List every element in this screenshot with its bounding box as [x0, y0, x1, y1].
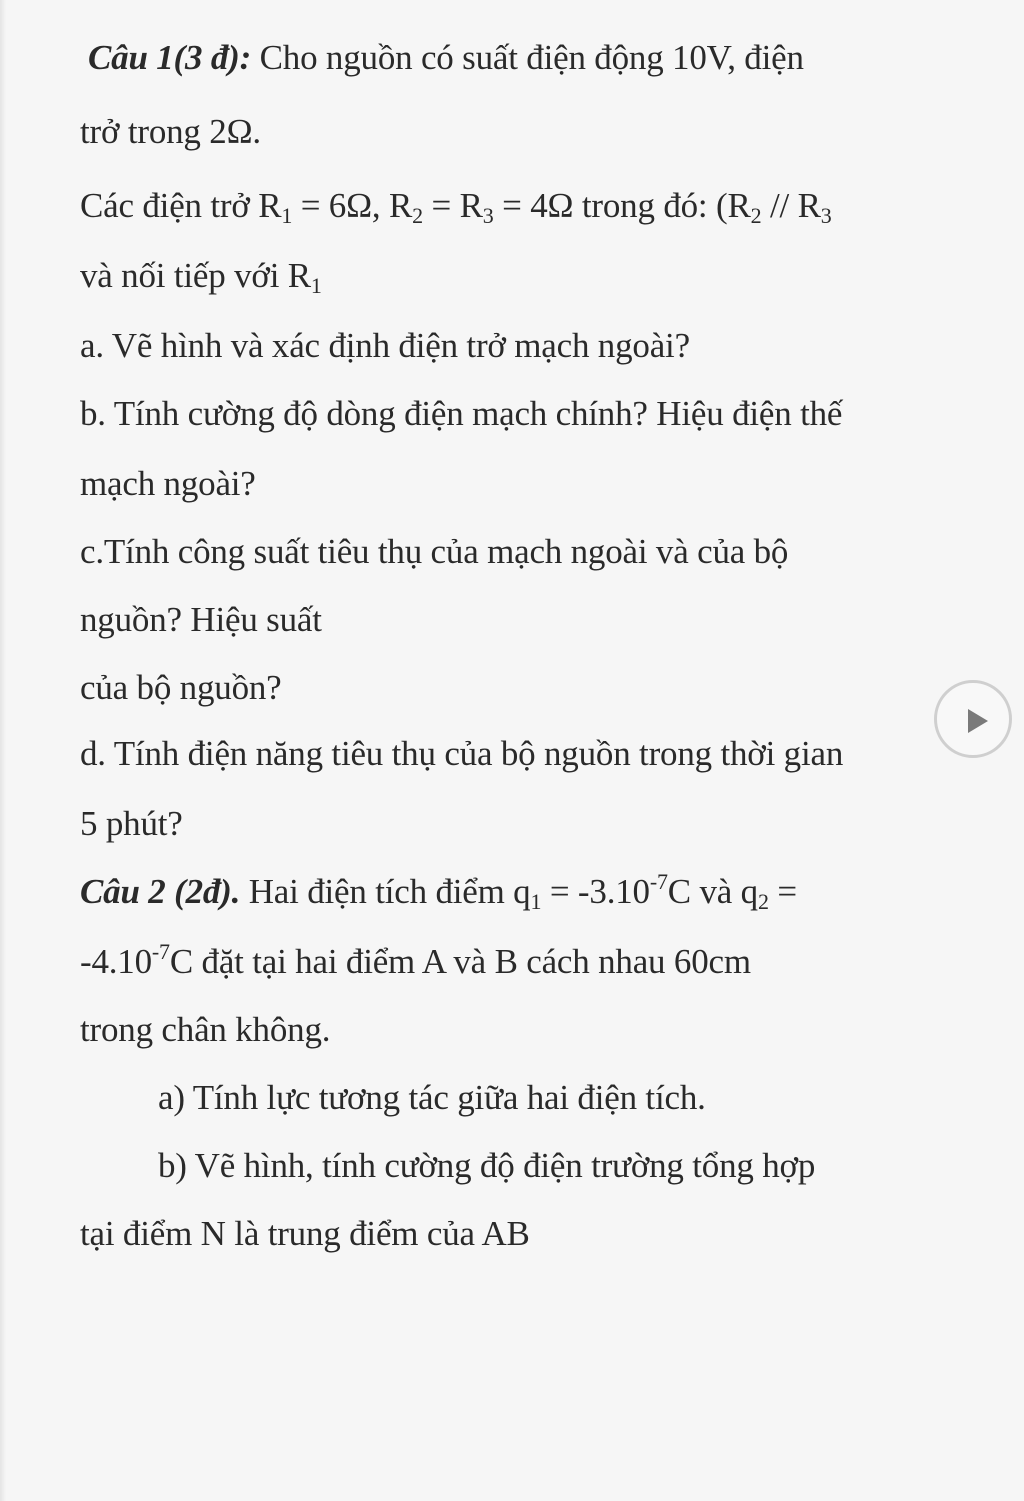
- q1-part-d: [80, 734, 843, 774]
- text-run: Hai điện tích điểm q: [240, 872, 531, 911]
- text-run: = 4Ω trong đó: (R: [493, 186, 751, 225]
- text-run: tại điểm N là trung điểm của AB: [80, 1214, 530, 1253]
- superscript: -7: [649, 869, 668, 894]
- subscript: 2: [757, 889, 769, 914]
- q1-intro-text-cont: trở trong 2Ω.: [80, 112, 261, 151]
- subscript: 1: [310, 273, 322, 298]
- subscript: 1: [281, 203, 293, 228]
- play-button[interactable]: [934, 680, 1012, 758]
- q2-part-b-cont: [80, 1214, 530, 1254]
- q1-part-b-cont: [80, 464, 256, 504]
- q2-line-1: [80, 869, 797, 914]
- subscript: 3: [482, 203, 494, 228]
- play-icon: [966, 707, 990, 735]
- q1-part-c: [80, 532, 788, 572]
- q1-part-a: [80, 326, 690, 366]
- subscript: 2: [412, 203, 423, 228]
- q2-line-3: [80, 1010, 330, 1050]
- subscript: 1: [530, 889, 542, 914]
- subscript: 3: [820, 203, 832, 228]
- q2-line-2: [80, 939, 751, 982]
- superscript: -7: [151, 939, 170, 964]
- text-run: c.Tính công suất tiêu thụ của mạch ngoài và của bộ: [80, 532, 789, 571]
- text-run: a. Vẽ hình và xác định điện trở mạch ngoài?: [80, 326, 690, 365]
- text-run: a) Tính lực tương tác giữa hai điện tích.: [158, 1078, 706, 1117]
- q1-part-c-cont: [80, 600, 322, 640]
- q1-part-b: [80, 394, 842, 434]
- q1-intro-text: Cho nguồn có suất điện động 10V, điện: [251, 38, 804, 77]
- text-run: của bộ nguồn?: [80, 668, 282, 707]
- q1-resistors-line: [80, 186, 832, 226]
- text-run: -4.10: [80, 942, 152, 981]
- q2-part-b: [158, 1146, 815, 1186]
- q1-connection-line: [80, 256, 322, 296]
- text-run: =: [768, 872, 797, 911]
- q1-part-c-cont-2: [80, 668, 282, 708]
- text-run: = 6Ω, R: [292, 186, 413, 225]
- page-left-edge: [0, 0, 6, 1501]
- q2-part-a: [158, 1078, 706, 1118]
- text-run: // R: [761, 186, 821, 225]
- text-run: Các điện trở R: [80, 186, 282, 225]
- q2-heading: Câu 2 (2đ).: [80, 872, 241, 911]
- text-run: nguồn? Hiệu suất: [80, 600, 322, 639]
- q1-heading: Câu 1(3 đ):: [88, 38, 252, 77]
- text-run: và nối tiếp với R: [80, 256, 311, 295]
- text-run: b. Tính cường độ dòng điện mạch chính? Hiệu điện thế: [80, 394, 843, 433]
- q1-line-1: [88, 38, 804, 78]
- text-run: d. Tính điện năng tiêu thụ của bộ nguồn trong thời gian: [80, 734, 844, 773]
- text-run: trong chân không.: [80, 1010, 331, 1049]
- text-run: mạch ngoài?: [80, 464, 256, 503]
- subscript: 2: [750, 203, 762, 228]
- text-run: = -3.10: [541, 872, 650, 911]
- text-run: C và q: [667, 872, 758, 911]
- text-run: C đặt tại hai điểm A và B cách nhau 60cm: [169, 942, 751, 981]
- text-run: 5 phút?: [80, 804, 183, 843]
- q1-part-d-cont: [80, 804, 183, 844]
- text-run: b) Vẽ hình, tính cường độ điện trường tổng hợp: [158, 1146, 816, 1185]
- text-run: = R: [422, 186, 483, 225]
- q1-line-2: [80, 112, 261, 152]
